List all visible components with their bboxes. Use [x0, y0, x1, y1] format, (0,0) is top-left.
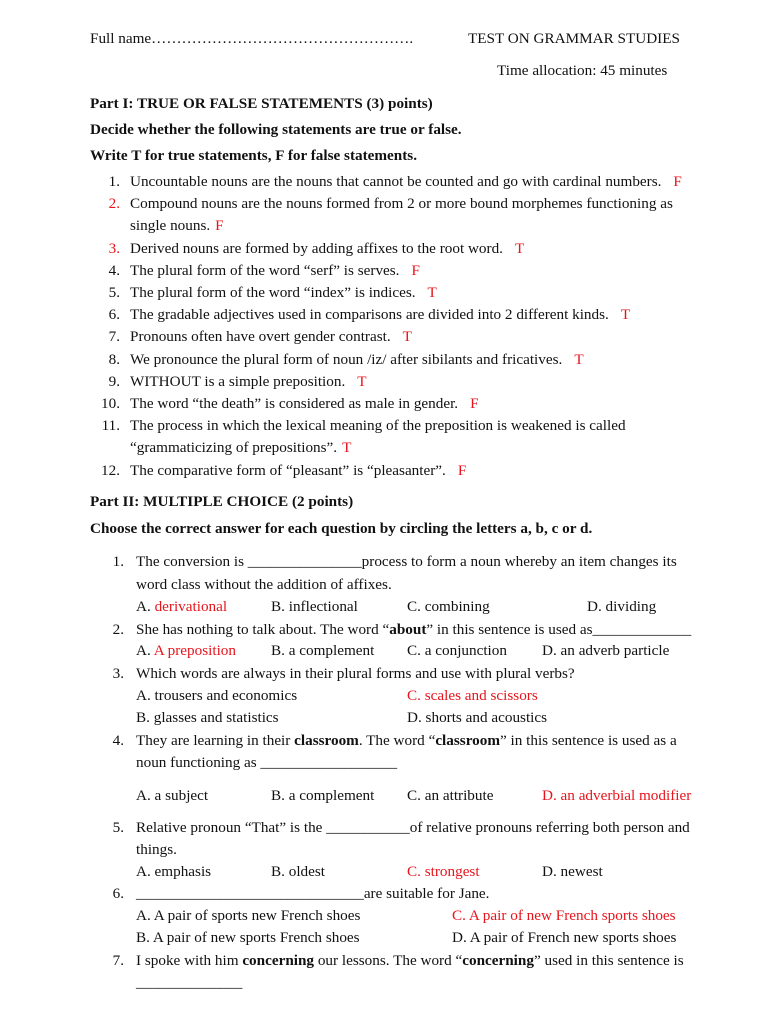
- tf-item-text: [130, 240, 524, 258]
- question-text: The conversion is _______________process to form a noun whereby an item changes its: [136, 553, 677, 570]
- option-a-letter: A.: [136, 598, 155, 615]
- tf-answer: T: [514, 239, 525, 257]
- question-text-continued: things.: [136, 841, 177, 858]
- tf-answer: T: [357, 372, 367, 390]
- tf-statement: The gradable adjectives used in comparisons are divided into 2 different kinds.: [130, 306, 609, 324]
- part2-title: Part II: MULTIPLE CHOICE (2 points): [90, 493, 354, 510]
- tf-item-text: [130, 173, 682, 191]
- tf-item-text: [130, 306, 630, 324]
- question-text-pre: I spoke with him: [136, 952, 243, 969]
- tf-item-text: [130, 328, 412, 346]
- option-b[interactable]: B. a complement: [271, 642, 375, 659]
- option-a[interactable]: A. emphasis: [136, 863, 212, 880]
- question-number: 1.: [112, 553, 124, 570]
- option-c-answer[interactable]: C. scales and scissors: [407, 687, 538, 704]
- tf-item-number: 6.: [108, 306, 120, 324]
- option-b[interactable]: B. a complement: [271, 787, 375, 804]
- tf-statement: Derived nouns are formed by adding affixes to the root word.: [130, 239, 503, 257]
- question-text-pre: They are learning in their: [136, 732, 295, 749]
- question-keyword: classroom: [294, 732, 359, 749]
- option-a-letter: A.: [136, 642, 154, 659]
- option-d[interactable]: D. an adverb particle: [542, 642, 670, 659]
- question-keyword: concerning: [242, 952, 315, 969]
- tf-item-number: 2.: [108, 195, 120, 213]
- time-allocation: Time allocation: 45 minutes: [497, 62, 668, 79]
- part1-instruction-2: Write T for true statements, F for false statements.: [90, 147, 418, 164]
- tf-answer: F: [457, 461, 467, 479]
- option-b[interactable]: B. A pair of new sports French shoes: [136, 929, 360, 946]
- question-keyword: classroom: [435, 732, 500, 749]
- question-text: Which words are always in their plural forms and use with plural verbs?: [136, 665, 575, 682]
- tf-item-number: 11.: [101, 417, 120, 435]
- option-a[interactable]: [136, 598, 227, 616]
- tf-statement: Pronouns often have overt gender contrast.: [130, 328, 391, 346]
- tf-item-text: [130, 351, 584, 369]
- question-text-post: ” in this sentence is used as a: [500, 732, 677, 749]
- option-d[interactable]: D. newest: [542, 863, 603, 880]
- tf-statement: The word “the death” is considered as male in gender.: [130, 395, 459, 412]
- test-title: TEST ON GRAMMAR STUDIES: [468, 30, 680, 47]
- tf-statement: single nouns.: [130, 217, 211, 235]
- option-d[interactable]: D. dividing: [587, 598, 657, 615]
- option-a[interactable]: A. A pair of sports new French shoes: [136, 907, 361, 924]
- tf-item-number: 3.: [108, 239, 120, 257]
- tf-item-number: 4.: [108, 261, 120, 279]
- question-number: 3.: [112, 665, 124, 682]
- option-c[interactable]: C. combining: [407, 598, 490, 615]
- tf-item-text: [130, 284, 437, 302]
- tf-statement: The process in which the lexical meaning of the preposition is weakened is called: [130, 417, 626, 435]
- tf-item-number: 9.: [108, 372, 120, 390]
- option-a-answer: derivational: [154, 598, 228, 615]
- tf-answer: F: [673, 173, 682, 190]
- part2-instruction: Choose the correct answer for each question by circling the letters a, b, c or d.: [90, 520, 593, 537]
- question-text: Relative pronoun “That” is the ___________of relative pronouns referring both person and: [136, 819, 690, 836]
- tf-item-text-continued: [130, 439, 351, 457]
- option-c-answer[interactable]: C. strongest: [407, 863, 480, 880]
- full-name-label: Full name…………………………………………….: [90, 30, 414, 47]
- question-text-continued: noun functioning as __________________: [136, 754, 398, 771]
- tf-statement: Uncountable nouns are the nouns that cannot be counted and go with cardinal numbers.: [130, 173, 662, 190]
- tf-statement: The plural form of the word “serf” is serves.: [130, 261, 400, 279]
- tf-answer: F: [470, 395, 479, 412]
- question-text: [136, 952, 684, 970]
- tf-answer: T: [402, 328, 412, 346]
- option-c[interactable]: C. an attribute: [407, 787, 494, 804]
- question-number: 2.: [112, 621, 124, 638]
- option-a[interactable]: A. a subject: [136, 787, 209, 804]
- tf-answer: T: [620, 306, 631, 324]
- tf-statement: We pronounce the plural form of noun /iz/ after sibilants and fricatives.: [130, 350, 563, 368]
- tf-item-number: 5.: [108, 284, 120, 301]
- option-a-answer: A preposition: [153, 642, 236, 659]
- tf-item-text: [130, 373, 367, 391]
- question-number: 7.: [112, 952, 124, 969]
- question-number: 5.: [112, 819, 124, 836]
- tf-item-number: 1.: [108, 173, 120, 190]
- tf-answer: T: [574, 350, 584, 368]
- option-b[interactable]: B. inflectional: [271, 598, 358, 615]
- question-text-mid: . The word “: [358, 732, 436, 749]
- tf-answer: F: [215, 217, 224, 235]
- question-text-continued: ______________: [136, 974, 243, 991]
- tf-statement: “grammaticizing of prepositions”.: [130, 439, 338, 457]
- tf-answer: T: [427, 284, 437, 301]
- question-text-pre: She has nothing to talk about. The word “: [136, 621, 390, 638]
- option-a[interactable]: A. trousers and economics: [136, 687, 298, 704]
- question-keyword: concerning: [462, 952, 534, 969]
- tf-statement: The comparative form of “pleasant” is “pleasanter”.: [130, 461, 446, 479]
- option-b[interactable]: B. oldest: [271, 863, 326, 880]
- tf-item-text: [130, 262, 420, 280]
- tf-item-number: 12.: [101, 461, 120, 479]
- question-text-post: ” used in this sentence is: [533, 952, 684, 969]
- question-number: 6.: [112, 885, 124, 902]
- tf-statement: Compound nouns are the nouns formed from 2 or more bound morphemes functioning as: [130, 195, 673, 213]
- question-text-mid: our lessons. The word “: [314, 952, 463, 969]
- tf-item-text: [130, 462, 466, 480]
- tf-answer: T: [342, 439, 352, 457]
- question-text: [136, 621, 691, 639]
- tf-item-text: [130, 417, 626, 435]
- tf-statement: The plural form of the word “index” is indices.: [130, 284, 416, 301]
- tf-item-number: 7.: [108, 328, 120, 346]
- tf-statement: WITHOUT is a simple preposition.: [130, 372, 346, 390]
- option-d-answer[interactable]: D. an adverbial modifier: [542, 787, 692, 804]
- question-text: [136, 732, 677, 750]
- question-text-continued: word class without the addition of affixes.: [136, 576, 392, 593]
- question-keyword: about: [389, 621, 427, 638]
- tf-item-number: 8.: [108, 350, 120, 368]
- part1-title: Part I: TRUE OR FALSE STATEMENTS (3) points): [90, 95, 433, 112]
- question-number: 4.: [112, 732, 124, 749]
- tf-item-number: 10.: [101, 395, 120, 412]
- option-d[interactable]: D. A pair of French new sports shoes: [452, 929, 677, 946]
- option-a[interactable]: [136, 642, 236, 660]
- option-b[interactable]: B. glasses and statistics: [136, 709, 279, 726]
- question-text-post: ” in this sentence is used as_____________: [426, 621, 692, 638]
- tf-answer: F: [411, 261, 420, 279]
- tf-item-text: [130, 395, 479, 413]
- part1-instruction-1: Decide whether the following statements are true or false.: [90, 121, 462, 138]
- option-c-answer[interactable]: C. A pair of new French sports shoes: [452, 907, 676, 924]
- option-d[interactable]: D. shorts and acoustics: [407, 709, 548, 726]
- tf-item-text-continued: [130, 217, 224, 235]
- tf-item-text: [130, 195, 673, 213]
- option-c[interactable]: C. a conjunction: [407, 642, 507, 659]
- question-text: ______________________________are suitable for Jane.: [136, 885, 490, 902]
